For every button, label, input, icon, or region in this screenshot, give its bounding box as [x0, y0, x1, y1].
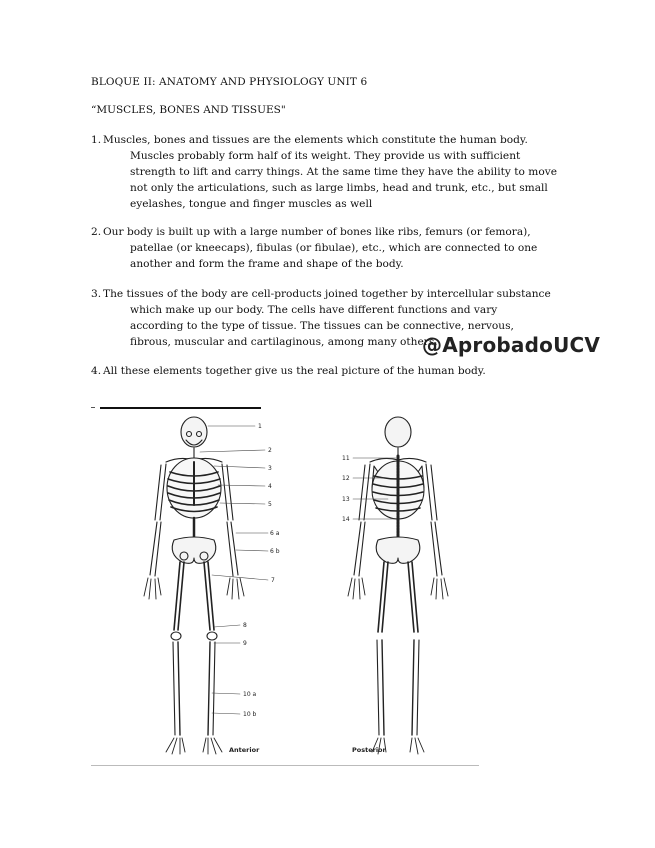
label-10a: 10 a — [243, 691, 257, 698]
label-12: 12 — [342, 475, 350, 482]
scan-edge-line — [91, 765, 479, 766]
page-title: BLOQUE II: ANATOMY AND PHYSIOLOGY UNIT 6 — [91, 76, 368, 88]
posterior-caption: Posterior — [352, 746, 386, 754]
document-subtitle: “MUSCLES, BONES AND TISSUES" — [91, 104, 286, 116]
watermark: @AprobadoUCV — [422, 333, 601, 357]
label-6a: 6 a — [270, 530, 280, 537]
list-item-number: 1. — [91, 134, 102, 146]
label-1: 1 — [258, 423, 262, 430]
list-item-continuation: patellae (or kneecaps), fibulas (or fibulae), etc., which are connected to one another and form the frame and shape of the body. — [130, 242, 538, 270]
posterior-skeleton — [348, 417, 448, 754]
list-item-number: 2. — [91, 226, 102, 238]
label-14: 14 — [342, 516, 350, 523]
label-13: 13 — [342, 496, 350, 503]
label-2: 2 — [268, 447, 272, 454]
label-9: 9 — [243, 640, 247, 647]
list-item-first-line: All these elements together give us the real picture of the human body. — [103, 365, 486, 377]
list-item-number: 4. — [91, 365, 102, 377]
label-4: 4 — [268, 483, 272, 490]
anterior-caption: Anterior — [229, 746, 260, 754]
label-11: 11 — [342, 455, 350, 462]
list-item-first-line: Our body is built up with a large number of bones like ribs, femurs (or femora), — [103, 226, 531, 238]
list-item-continuation: which make up our body. The cells have different functions and vary according to the type of tissue. The tissues can be connective, nervous, fibrous, muscular and cartilaginous, among many others. — [130, 304, 514, 348]
label-8: 8 — [243, 622, 247, 629]
list-item-first-line: The tissues of the body are cell-products joined together by intercellular substance — [103, 288, 551, 300]
list-item-number: 3. — [91, 288, 102, 300]
list-item-first-line: Muscles, bones and tissues are the elements which constitute the human body. — [103, 134, 528, 146]
anterior-labels — [229, 423, 280, 754]
anterior-skeleton — [144, 417, 244, 754]
label-10b: 10 b — [243, 711, 257, 718]
label-3: 3 — [268, 465, 272, 472]
label-6b: 6 b — [270, 548, 280, 555]
label-5: 5 — [268, 501, 272, 508]
list-item-continuation: Muscles probably form half of its weight. They provide us with sufficient strength to lift and carry things. At the same time they have the ability to move not only the articulations, such as large limbs, head and trunk, etc., but small eyelashes, tongue and finger muscles as well — [130, 150, 557, 210]
label-7: 7 — [271, 577, 275, 584]
